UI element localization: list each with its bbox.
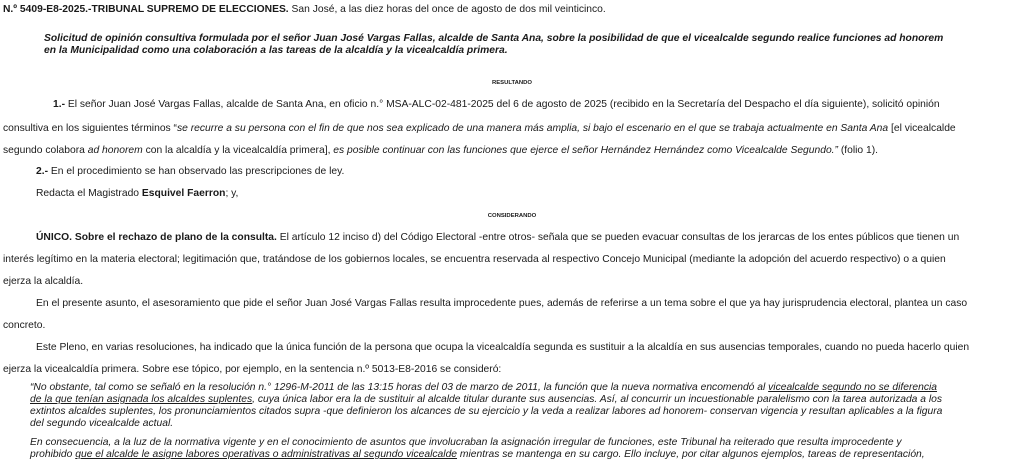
unico-line-2: interés legítimo en la materia electoral; legitimación que, tratándose de los gobiernos locales, se encuentra reservada al respectivo Concejo Municipal (mediante la adopción del acuerdo respectivo) o a quien — [3, 254, 946, 265]
redacta-line: Redacta el Magistrado Esquivel Faerron; y, — [36, 188, 239, 199]
resultando-heading: RESULTANDO — [491, 80, 533, 86]
resolution-header — [3, 4, 606, 16]
summary-line-1: Solicitud de opinión consultiva formulada por el señor Juan José Vargas Fallas, alcalde de Santa Ana, sobre la posibilidad de que el vicealcalde segundo realice funciones ad honorem — [44, 33, 944, 44]
unico-title: ÚNICO. Sobre el rechazo de plano de la consulta. — [36, 232, 277, 243]
considerando-heading: CONSIDERANDO — [487, 213, 537, 219]
quote-line-5: En consecuencia, a la luz de la normativa vigente y en el conocimiento de asuntos que involucraban la asignación irregular de funciones, este Tribunal ha reiterado que resulta improcedente y — [30, 437, 902, 448]
magistrate-name: Esquivel Faerron — [141, 188, 226, 199]
unico-line-3: ejerza la alcaldía. — [3, 276, 84, 287]
considerando-para-3-line-2: ejerza la vicealcaldía primera. Sobre ese tópico, por ejemplo, en la sentencia n.º 5013-E8-2016 se consideró: — [3, 364, 502, 375]
place-date: San José, a las diez horas del once de agosto de dos mil veinticinco. — [288, 4, 606, 15]
resultando-item-2: 2.- En el procedimiento se han observado las prescripciones de ley. — [36, 166, 345, 177]
item-number: 1.- — [53, 99, 66, 110]
resultando-item-1-line-3: segundo colabora ad honorem con la alcaldía y la vicealcaldía primera], es posible continuar con las funciones que ejerce el señor Hernández Hernández como Vicealcalde Segundo.” (folio 1). — [3, 145, 879, 156]
unico-line-1: ÚNICO. Sobre el rechazo de plano de la consulta. El artículo 12 inciso d) del Código Electoral -entre otros- señala que se pueden evacuar consultas de los jerarcas de los entes públicos que tienen un — [36, 232, 960, 243]
resultando-item-1-line-1: 1.- El señor Juan José Vargas Fallas, alcalde de Santa Ana, en oficio n.° MSA-ALC-02-481-2025 del 6 de agosto de 2025 (recibido en la Secretaría del Despacho el día siguiente), solicitó opinión — [53, 99, 940, 110]
summary-line-2: en la Municipalidad como una colaboración a las tareas de la alcaldía y la vicealcaldía primera. — [44, 45, 508, 56]
quote-line-2: de la que tenían asignada los alcaldes suplentes, cuya única labor era la de sustituir al alcalde titular durante sus ausencias. Así, al concurrir un incuestionable paralelismo con la tarea autorizada a los — [30, 394, 943, 405]
quote-line-3: extintos alcaldes suplentes, los pronunciamientos citados supra -que definieron los alcances de su ejercicio y la veda a realizar labores ad honorem- conservan vigencia y resultan aplicables a la figura — [30, 406, 943, 417]
resolution-number: N.º 5409-E8-2025.- — [3, 4, 92, 15]
quote-line-6: prohibido que el alcalde le asigne labores operativas o administrativas al segundo vicealcalde mientras se mantenga en su cargo. Ello incluye, por citar algunos ejemplos, tareas de representación, — [30, 449, 925, 460]
resultando-item-1-line-2: consultiva en los siguientes términos “se recurre a su persona con el fin de que nos sea explicado de una manera más amplia, si bajo el escenario en el que se trabaja actualmente en Santa Ana [el vicealcalde — [3, 123, 956, 134]
considerando-para-3-line-1: Este Pleno, en varias resoluciones, ha indicado que la única función de la persona que ocupa la vicealcaldía segunda es sustituir a la alcaldía en sus ausencias temporales, cuando no pueda hacerlo quien — [36, 342, 970, 353]
quote-line-4: del segundo vicealcalde actual. — [30, 418, 174, 429]
item-number: 2.- — [36, 166, 49, 177]
tribunal-name: TRIBUNAL SUPREMO DE ELECCIONES. — [91, 4, 289, 15]
quote-line-1: “No obstante, tal como se señaló en la resolución n.° 1296-M-2011 de las 13:15 horas del 03 de marzo de 2011, la función que la nueva normativa encomendó al vicealcalde segundo no se diferencia — [30, 382, 938, 393]
considerando-para-2-line-2: concreto. — [3, 320, 46, 331]
considerando-para-2-line-1: En el presente asunto, el asesoramiento que pide el señor Juan José Vargas Fallas resulta improcedente pues, además de referirse a un tema sobre el que ya hay jurisprudencia electoral, plantea un caso — [36, 298, 968, 309]
